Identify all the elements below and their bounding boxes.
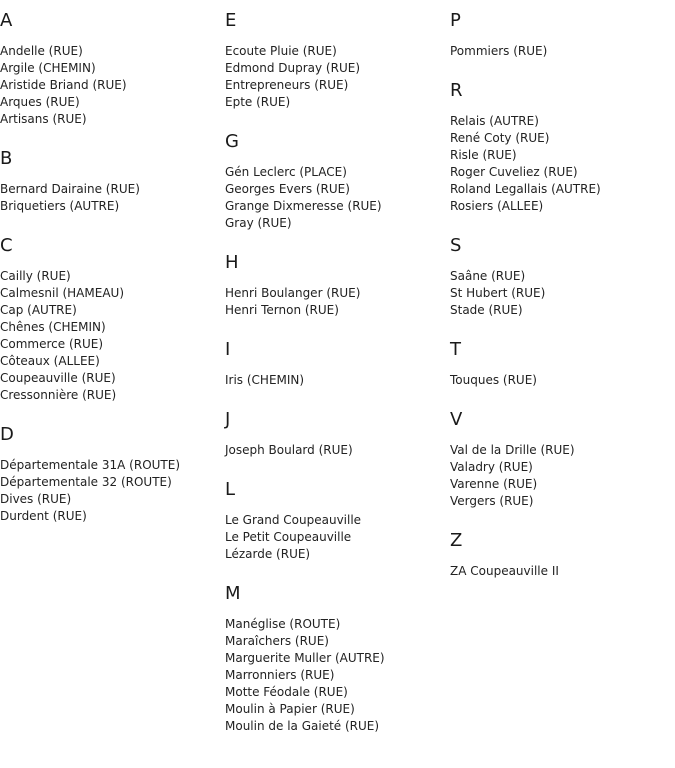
street-link[interactable]: Epte (RUE)	[225, 95, 291, 109]
street-link[interactable]: Moulin de la Gaieté (RUE)	[225, 719, 380, 733]
letter-group	[225, 481, 450, 563]
letter-group	[450, 411, 675, 510]
street-column-1	[0, 0, 225, 547]
street-list	[450, 563, 675, 580]
street-link[interactable]: Roger Cuveliez (RUE)	[450, 165, 578, 179]
letter-group	[225, 585, 450, 735]
letter-group	[450, 82, 675, 215]
street-link[interactable]: Valadry (RUE)	[450, 460, 533, 474]
street-link[interactable]: Lézarde (RUE)	[225, 547, 311, 561]
street-link[interactable]: Chênes (CHEMIN)	[0, 320, 106, 334]
letter-group	[225, 341, 450, 389]
street-list	[225, 43, 450, 111]
letter-heading: B	[0, 148, 13, 169]
street-link[interactable]: Joseph Boulard (RUE)	[225, 443, 353, 457]
letter-group	[0, 426, 225, 525]
letter-heading: L	[225, 479, 236, 500]
street-link[interactable]: Moulin à Papier (RUE)	[225, 702, 355, 716]
street-column-2	[225, 0, 450, 757]
letter-heading: S	[450, 235, 462, 256]
street-link[interactable]: Argile (CHEMIN)	[0, 61, 96, 75]
street-list	[225, 164, 450, 232]
letter-heading: V	[450, 409, 463, 430]
letter-group	[225, 133, 450, 232]
street-link[interactable]: Andelle (RUE)	[0, 44, 83, 58]
letter-heading: P	[450, 10, 461, 31]
street-list	[0, 43, 225, 128]
street-link[interactable]: Commerce (RUE)	[0, 337, 104, 351]
street-list	[225, 442, 450, 459]
street-list	[225, 512, 450, 563]
street-link[interactable]: Roland Legallais (AUTRE)	[450, 182, 601, 196]
street-link[interactable]: Le Grand Coupeauville	[225, 513, 362, 527]
street-list	[225, 616, 450, 735]
street-list	[0, 181, 225, 215]
street-list	[0, 457, 225, 525]
letter-group	[0, 150, 225, 215]
street-link[interactable]: Henri Boulanger (RUE)	[225, 286, 361, 300]
letter-group	[0, 12, 225, 128]
street-link[interactable]: Entrepreneurs (RUE)	[225, 78, 349, 92]
street-link[interactable]: Stade (RUE)	[450, 303, 523, 317]
letter-heading: J	[225, 409, 231, 430]
street-link[interactable]: Dives (RUE)	[0, 492, 72, 506]
street-link[interactable]: Cailly (RUE)	[0, 269, 71, 283]
street-list	[450, 442, 675, 510]
street-link[interactable]: Touques (RUE)	[450, 373, 537, 387]
street-link[interactable]: Marguerite Muller (AUTRE)	[225, 651, 385, 665]
street-list	[450, 372, 675, 389]
letter-group	[225, 411, 450, 459]
street-link[interactable]: Arques (RUE)	[0, 95, 80, 109]
street-link[interactable]: Départementale 31A (ROUTE)	[0, 458, 181, 472]
street-column-3	[450, 0, 675, 602]
street-link[interactable]: Relais (AUTRE)	[450, 114, 539, 128]
street-list	[450, 113, 675, 215]
street-link[interactable]: Iris (CHEMIN)	[225, 373, 305, 387]
street-link[interactable]: Départementale 32 (ROUTE)	[0, 475, 172, 489]
letter-heading: D	[0, 424, 14, 445]
street-link[interactable]: Varenne (RUE)	[450, 477, 538, 491]
letter-heading: H	[225, 252, 239, 273]
street-link[interactable]: Durdent (RUE)	[0, 509, 87, 523]
letter-group	[450, 237, 675, 319]
street-link[interactable]: Pommiers (RUE)	[450, 44, 548, 58]
letter-heading: G	[225, 131, 239, 152]
street-link[interactable]: Briquetiers (AUTRE)	[0, 199, 120, 213]
street-link[interactable]: Coupeauville (RUE)	[0, 371, 116, 385]
letter-group	[450, 12, 675, 60]
letter-heading: T	[450, 339, 461, 360]
street-link[interactable]: Ecoute Pluie (RUE)	[225, 44, 337, 58]
street-link[interactable]: Rosiers (ALLEE)	[450, 199, 544, 213]
street-link[interactable]: Le Petit Coupeauville	[225, 530, 352, 544]
street-link[interactable]: Henri Ternon (RUE)	[225, 303, 339, 317]
letter-group	[450, 532, 675, 580]
street-link[interactable]: Manéglise (ROUTE)	[225, 617, 341, 631]
street-list	[0, 268, 225, 404]
street-link[interactable]: Grange Dixmeresse (RUE)	[225, 199, 382, 213]
street-link[interactable]: Aristide Briand (RUE)	[0, 78, 127, 92]
letter-group	[225, 12, 450, 111]
street-link[interactable]: Côteaux (ALLEE)	[0, 354, 100, 368]
street-link[interactable]: Marronniers (RUE)	[225, 668, 335, 682]
letter-group	[225, 254, 450, 319]
street-link[interactable]: René Coty (RUE)	[450, 131, 550, 145]
street-link[interactable]: Maraîchers (RUE)	[225, 634, 329, 648]
street-link[interactable]: Calmesnil (HAMEAU)	[0, 286, 125, 300]
street-link[interactable]: Bernard Dairaine (RUE)	[0, 182, 140, 196]
letter-heading: C	[0, 235, 13, 256]
street-link[interactable]: Georges Evers (RUE)	[225, 182, 350, 196]
street-link[interactable]: Cressonnière (RUE)	[0, 388, 117, 402]
street-link[interactable]: Edmond Dupray (RUE)	[225, 61, 360, 75]
street-list	[225, 285, 450, 319]
street-link[interactable]: Saâne (RUE)	[450, 269, 526, 283]
street-link[interactable]: Gray (RUE)	[225, 216, 292, 230]
street-link[interactable]: St Hubert (RUE)	[450, 286, 546, 300]
street-list	[450, 43, 675, 60]
letter-group	[450, 341, 675, 389]
street-link[interactable]: Gén Leclerc (PLACE)	[225, 165, 347, 179]
letter-heading: R	[450, 80, 463, 101]
street-link[interactable]: Cap (AUTRE)	[0, 303, 77, 317]
street-link[interactable]: Motte Féodale (RUE)	[225, 685, 348, 699]
street-list	[225, 372, 450, 389]
letter-heading: E	[225, 10, 237, 31]
street-link[interactable]: Artisans (RUE)	[0, 112, 87, 126]
letter-heading: M	[225, 583, 241, 604]
letter-heading: I	[225, 339, 231, 360]
street-link[interactable]: Risle (RUE)	[450, 148, 517, 162]
letter-heading: Z	[450, 530, 463, 551]
street-link[interactable]: Vergers (RUE)	[450, 494, 534, 508]
street-link[interactable]: ZA Coupeauville II	[450, 564, 559, 578]
street-list	[450, 268, 675, 319]
letter-group	[0, 237, 225, 404]
street-link[interactable]: Val de la Drille (RUE)	[450, 443, 575, 457]
letter-heading: A	[0, 10, 13, 31]
